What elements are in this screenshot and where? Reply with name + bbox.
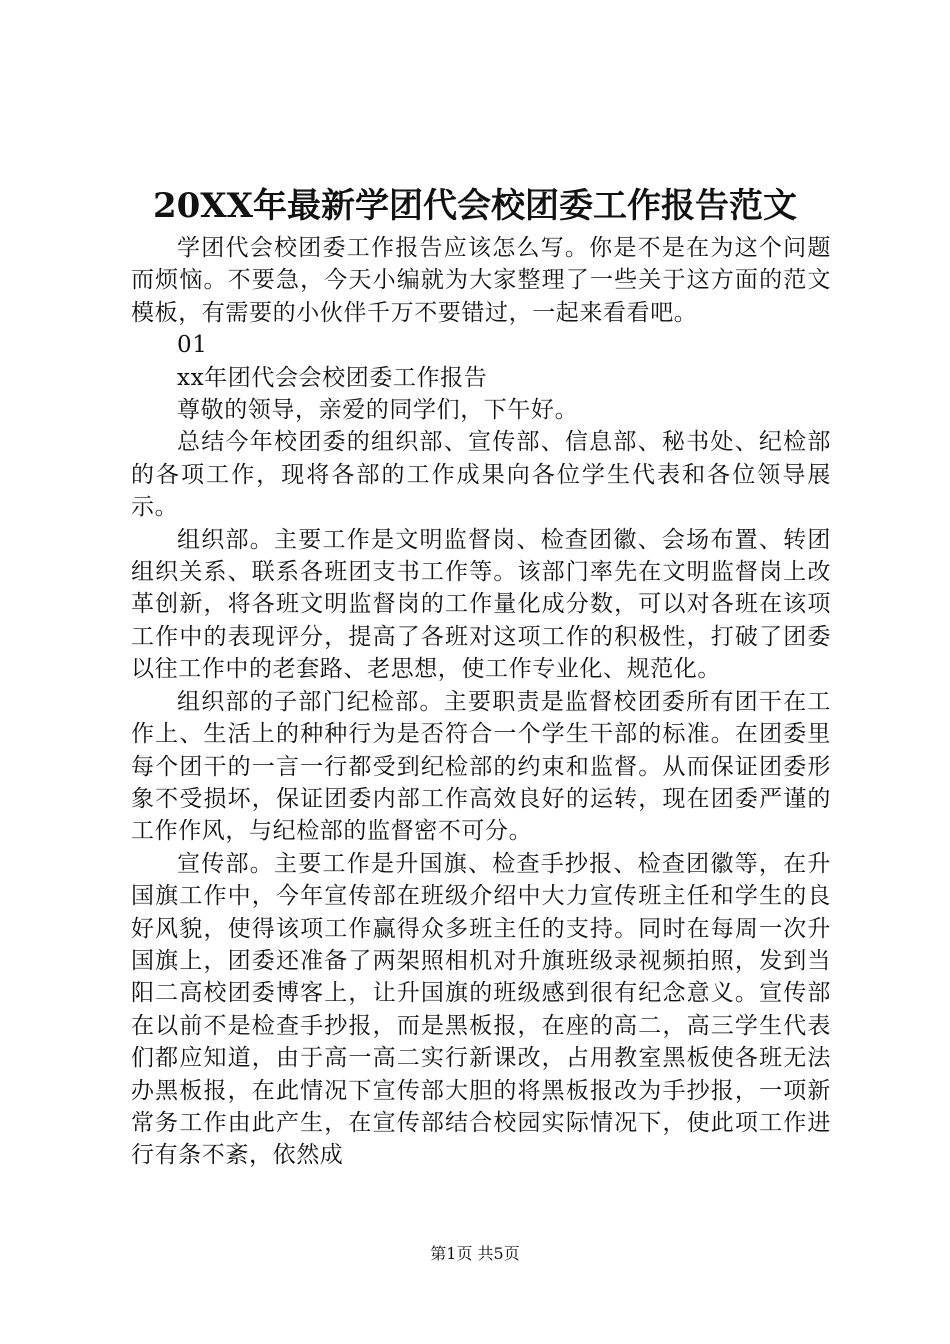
paragraph-section-number: 01 (177, 332, 208, 359)
document-body (131, 232, 831, 1172)
page-footer: 第1页 共5页 (430, 1244, 520, 1263)
paragraph-publicity-dept: 宣传部。主要工作是升国旗、检查手抄报、检查团徽等，在升国旗工作中，今年宣传部在班级介绍中大力宣传班主任和学生的良好风貌，使得该项工作赢得众多班主任的支持。同时在每周一次升国旗上，团委还准备了两架照相机对升旗班级录视频拍照，发到当阳二高校团委博客上，让升国旗的班级感到很有纪念意义。宣传部在以前不是检查手抄报，而是黑板报，在座的高二，高三学生代表们都应知道，由于高一高二实行新课改，占用教室黑板使各班无法办黑板报，在此情况下宣传部大胆的将黑板报改为手抄报，一项新常务工作由此产生，在宣传部结合校园实际情况下，使此项工作进行有条不紊，依然成 (131, 850, 831, 1169)
paragraph-greeting: 尊敬的领导，亲爱的同学们，下午好。 (177, 397, 579, 424)
paragraph-intro: 学团代会校团委工作报告应该怎么写。你是不是在为这个问题而烦恼。不要急，今天小编就为大家整理了一些关于这方面的范文模板，有需要的小伙伴千万不要错过，一起来看看吧。 (131, 235, 831, 326)
paragraph-report-heading: xx年团代会会校团委工作报告 (177, 364, 488, 391)
document-title: 20XX年最新学团代会校团委工作报告范文 (152, 186, 798, 226)
paragraph-organization-dept: 组织部。主要工作是文明监督岗、检查团徽、会场布置、转团组织关系、联系各班团支书工作等。该部门率先在文明监督岗上改革创新，将各班文明监督岗的工作量化成分数，可以对各班在该项工作中的表现评分，提高了各班对这项工作的积极性，打破了团委以往工作中的老套路、老思想，使工作专业化、规范化。 (131, 526, 831, 683)
paragraph-summary: 总结今年校团委的组织部、宣传部、信息部、秘书处、纪检部的各项工作，现将各部的工作成果向各位学生代表和各位领导展示。 (131, 429, 831, 521)
paragraph-discipline-dept: 组织部的子部门纪检部。主要职责是监督校团委所有团干在工作上、生活上的种种行为是否符合一个学生干部的标准。在团委里每个团干的一言一行都受到纪检部的约束和监督。从而保证团委形象不受损坏，保证团委内部工作高效良好的运转，现在团委严谨的工作作风，与纪检部的监督密不可分。 (131, 688, 831, 845)
